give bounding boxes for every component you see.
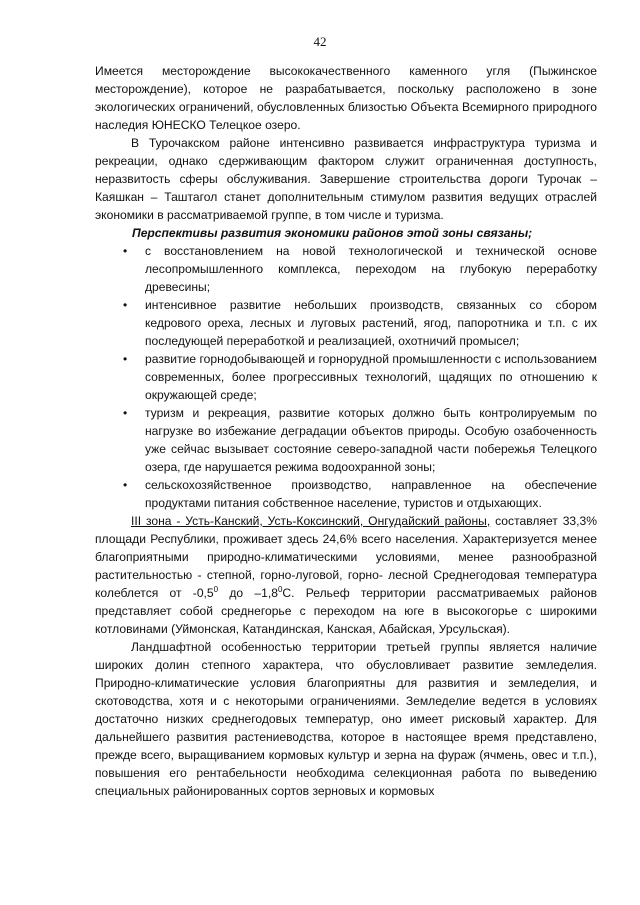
bullet-icon: •	[123, 244, 128, 258]
list-item-text: развитие горнодобывающей и горнорудной промышленности с использованием современных, более прогрессивных технологий, щадящих по отношению к окружающей среде;	[145, 352, 597, 402]
document-body	[95, 62, 597, 800]
paragraph-coal-deposit: Имеется месторождение высококачественного каменного угля (Пыжинское месторождение), которое не разрабатывается, поскольку расположено в зоне экологических ограничений, обусловленных близостью Объекта Всемирного природного наследия ЮНЕСКО Телецкое озеро.	[95, 64, 597, 132]
list-item-text: сельскохозяйственное производство, направленное на обеспечение продуктами питания собственное население, туристов и отдыхающих.	[145, 478, 597, 510]
list-item	[95, 476, 597, 512]
list-item	[95, 404, 597, 476]
list-item	[95, 350, 597, 404]
page-number: 42	[313, 34, 327, 49]
paragraph-turochak-tourism: В Турочакском районе интенсивно развивается инфраструктура туризма и рекреации, однако сдерживающим фактором служит ограниченная доступность, неразвитость сферы обслуживания. Завершение строительства дороги Турочак – Каяшкан – Таштагол станет дополнительным стимулом развития ведущих отраслей экономики в рассматриваемой группе, в том числе и туризма.	[95, 136, 597, 222]
section-heading-prospects: Перспективы развития экономики районов этой зоны связаны;	[132, 226, 533, 240]
bullet-icon: •	[123, 406, 128, 420]
degree-superscript: 0	[277, 584, 283, 594]
list-item	[95, 242, 597, 296]
bullet-icon: •	[123, 478, 128, 492]
list-item	[95, 296, 597, 350]
bullet-icon: •	[123, 298, 128, 312]
degree-superscript: 0	[213, 584, 219, 594]
paragraph-landscape: Ландшафтной особенностью территории третьей группы является наличие широких долин степного характера, что обусловливает развитие земледелия. Природно-климатические условия благоприятны для развития и земледелия, и скотоводства, хотя и с некоторыми ограничениями. Земледелие ведется в условиях достаточно низких среднегодовых температур, оно имеет рисковый характер. Для дальнейшего развития растениеводства, которое в настоящее время представлено, прежде всего, выращиванием кормовых культур и зерна на фураж (ячмень, овес и т.п.), повышения его рентабельности необходима селекционная работа по выведению специальных районированных сортов зерновых и кормовых	[95, 640, 597, 798]
list-item-text: туризм и рекреация, развитие которых должно быть контролируемым по нагрузке во избежание деградации объектов природы. Особую озабоченность уже сейчас вызывает состояние северо-западной части побережья Телецкого озера, где нарушается режима водоохранной зоны;	[145, 406, 597, 474]
zone-three-text-a: составляет 33,3% площади Республики, проживает здесь 24,6% всего населения. Характеризуется менее благоприятными природно-климатическими условиями, менее разнообразной растительностью - степной, горно-луговой, горно- лесной Среднегодовая температура колеблется от -0,5	[95, 514, 598, 600]
zone-three-text-b: до –1,8	[218, 586, 278, 600]
bullet-icon: •	[123, 352, 128, 366]
list-item-text: с восстановлением на новой технологической и технической основе лесопромышленного комплекса, переходом на глубокую переработку древесины;	[145, 244, 597, 294]
zone-three-title: III зона - Усть-Канский, Усть-Коксинский, Онгудайский районы,	[131, 514, 491, 528]
list-item-text: интенсивное развитие небольших производств, связанных со сбором кедрового ореха, лесных и луговых растений, ягод, папоротника и т.п. с их последующей переработкой и реализацией, охотничий промысел;	[145, 298, 597, 348]
paragraph-zone-three	[95, 512, 597, 638]
prospects-list	[95, 242, 597, 512]
zone-three-text-c: С. Рельеф территории рассматриваемых районов представляет собой среднегорье с переходом на юге в высокогорье с широкими котловинами (Уймонская, Катандинская, Канская, Абайская, Урсульская).	[95, 586, 598, 636]
